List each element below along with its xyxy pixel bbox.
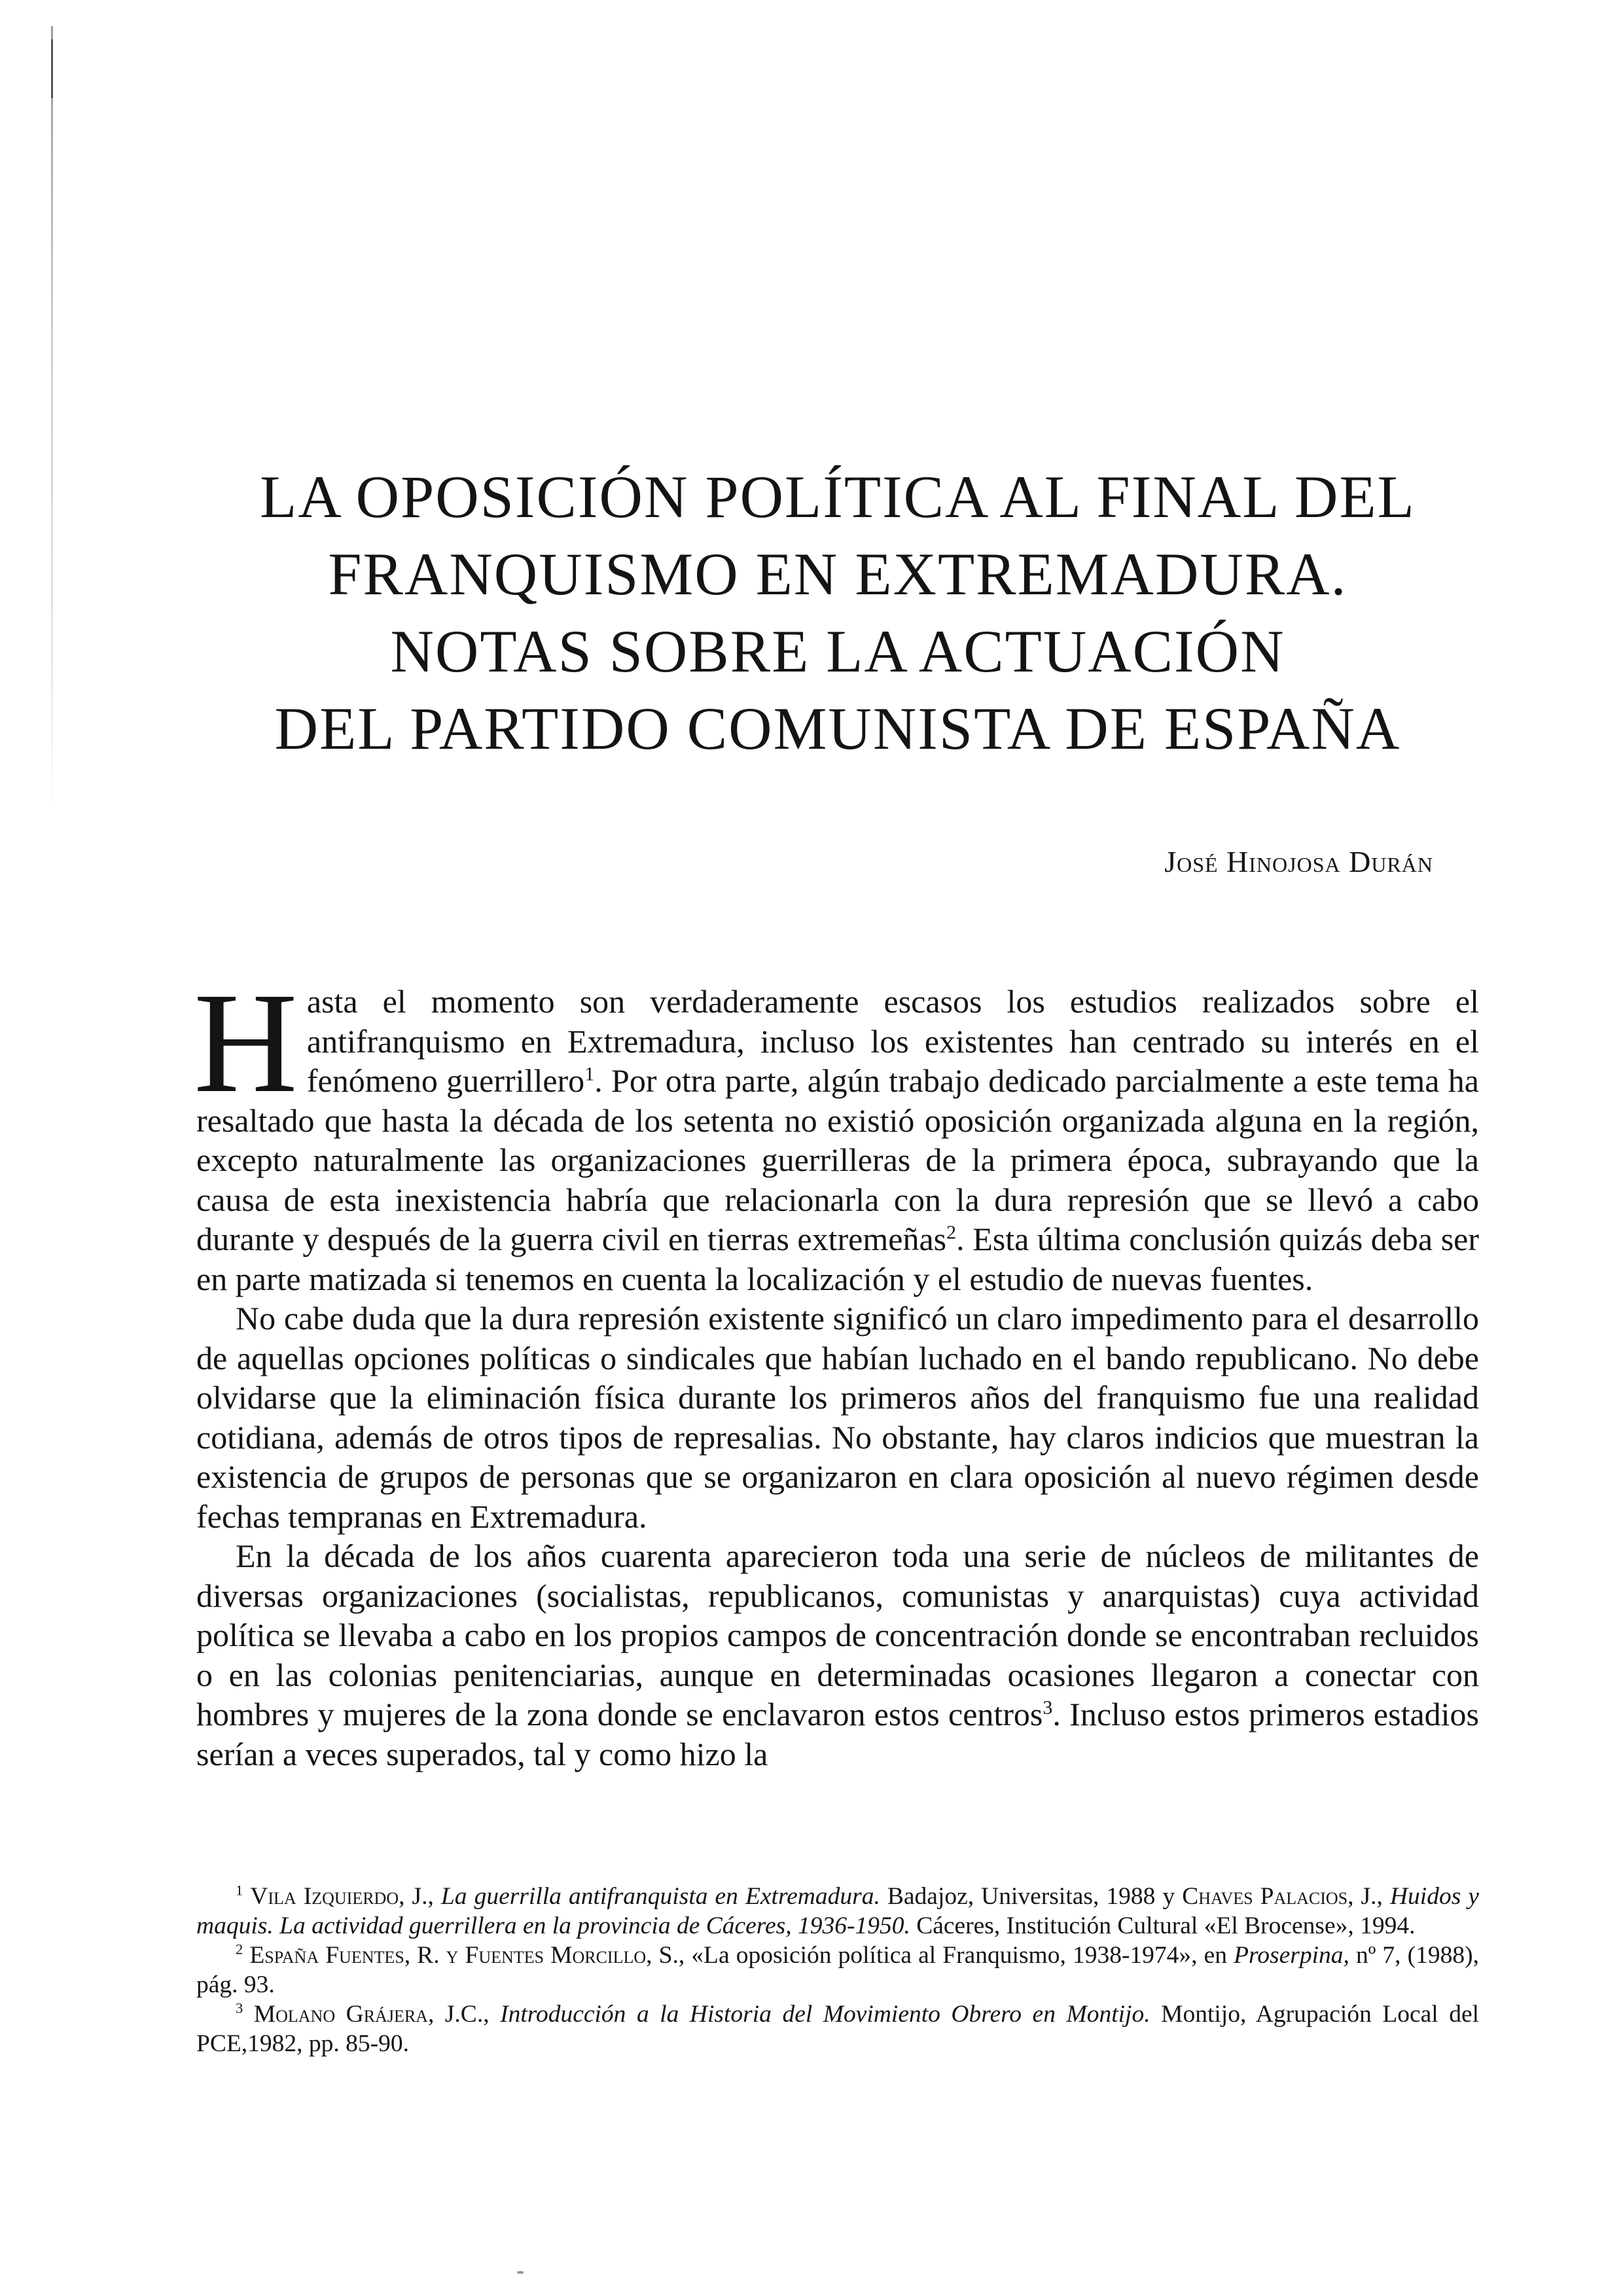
title-line: NOTAS SOBRE LA ACTUACIÓN — [390, 618, 1285, 685]
drop-cap: H — [194, 963, 298, 1122]
footnote — [196, 1882, 1479, 1941]
footnote-ref: 3 — [1043, 1696, 1053, 1719]
footnote-ref: 1 — [584, 1063, 595, 1085]
paragraph-text: En la década de los años cuarenta aparecieron toda una serie de núcleos de militantes de diversas organizaciones (socialistas, republicanos, comunistas y anarquistas) cuya actividad política se llevaba a cabo en los propios campos de concentración donde se encontraban recluidos o en las colonias penitenciarias, aunque en determinadas ocasiones llegaron a conectar con hombres y mujeres de la zona donde se enclavaron estos centros — [196, 1537, 1479, 1732]
paragraph-text: . Esta última conclusión quizás deba ser en parte matizada si tenemos en cuenta la localización y el estudio de nuevas fuentes. — [196, 1221, 1480, 1297]
paragraph-text: asta el momento son verdaderamente escasos los estudios realizados sobre el antifranquismo en Extremadura, incluso los existentes han centrado su interés en el fenómeno guerrillero — [306, 983, 1479, 1099]
title-line: DEL PARTIDO COMUNISTA DE ESPAÑA — [274, 695, 1401, 762]
paragraph — [196, 1536, 1479, 1774]
footnote-number: 2 — [236, 1941, 243, 1958]
footnote — [196, 1941, 1479, 2000]
paragraph-text: . Incluso estos primeros estadios serían a veces superados, tal y como hizo la — [196, 1696, 1480, 1772]
scan-edge-shadow — [51, 26, 53, 812]
footnote-text: Montijo, Agrupación Local del PCE,1982, pp. 85-90. — [196, 2001, 1480, 2057]
footnote-number: 3 — [236, 2000, 243, 2017]
paragraph-text: . Por otra parte, algún trabajo dedicado parcialmente a este tema ha resaltado que hasta la década de los setenta no existió oposición organizada alguna en la región, excepto naturalmente las organizaciones guerrilleras de la primera época, subrayando que la causa de esta inexistencia habría que relacionarla con la dura represión que se llevó a cabo durante y después de la guerra civil en tierras extremeñas — [196, 1062, 1479, 1257]
article-title — [196, 458, 1479, 767]
footnote — [196, 2000, 1479, 2058]
footnote-text: Cáceres, Institución Cultural «El Brocense», 1994. — [916, 1912, 1416, 1939]
author-name: José Hinojosa Durán — [1164, 845, 1433, 878]
footnote-text: Badajoz, Universitas, 1988 y — [887, 1883, 1175, 1910]
footnote-ref: 2 — [946, 1221, 957, 1244]
scan-edge-mark — [51, 39, 53, 98]
footnote-author: Chaves Palacios, J., — [1182, 1883, 1383, 1910]
footnotes — [196, 1882, 1479, 2058]
footnote-text: nº 7, (1988), pág. 93. — [196, 1942, 1480, 1998]
footnote-author: Molano Grájera, J.C., — [253, 2001, 490, 2028]
paragraph — [194, 963, 1480, 1299]
paragraph: No cabe duda que la dura represión existente significó un claro impedimento para el desarrollo de aquellas opciones políticas o sindicales que habían luchado en el bando republicano. No debe olvidarse que la eliminación física durante los primeros años del franquismo fue una realidad cotidiana, además de otros tipos de represalias. No obstante, hay claros indicios que muestran la existencia de grupos de personas que se organizaron en clara oposición al nuevo régimen desde fechas tempranas en Extremadura. — [196, 1300, 1479, 1535]
body-text — [194, 963, 1480, 1774]
scan-smudge — [517, 2271, 524, 2274]
footnote-title: La guerrilla antifranquista en Extremadura. — [440, 1883, 880, 1910]
title-line: FRANQUISMO EN EXTREMADURA. — [328, 541, 1347, 607]
footnote-title: Huidos y maquis. La actividad guerrillera en la provincia de Cáceres, 1936-1950. — [196, 1883, 1480, 1939]
footnote-author: Vila Izquierdo, J., — [250, 1883, 434, 1910]
footnote-text: «La oposición política al Franquismo, 1938-1974», en — [691, 1942, 1228, 1969]
footnote-journal: Proserpina, — [1234, 1942, 1349, 1969]
footnote-title: Introducción a la Historia del Movimiento Obrero en Montijo. — [500, 2001, 1150, 2028]
footnote-author: España Fuentes, R. y Fuentes Morcillo, S., — [249, 1942, 685, 1969]
title-line: LA OPOSICIÓN POLÍTICA AL FINAL DEL — [260, 463, 1416, 530]
footnote-number: 1 — [236, 1882, 243, 1899]
